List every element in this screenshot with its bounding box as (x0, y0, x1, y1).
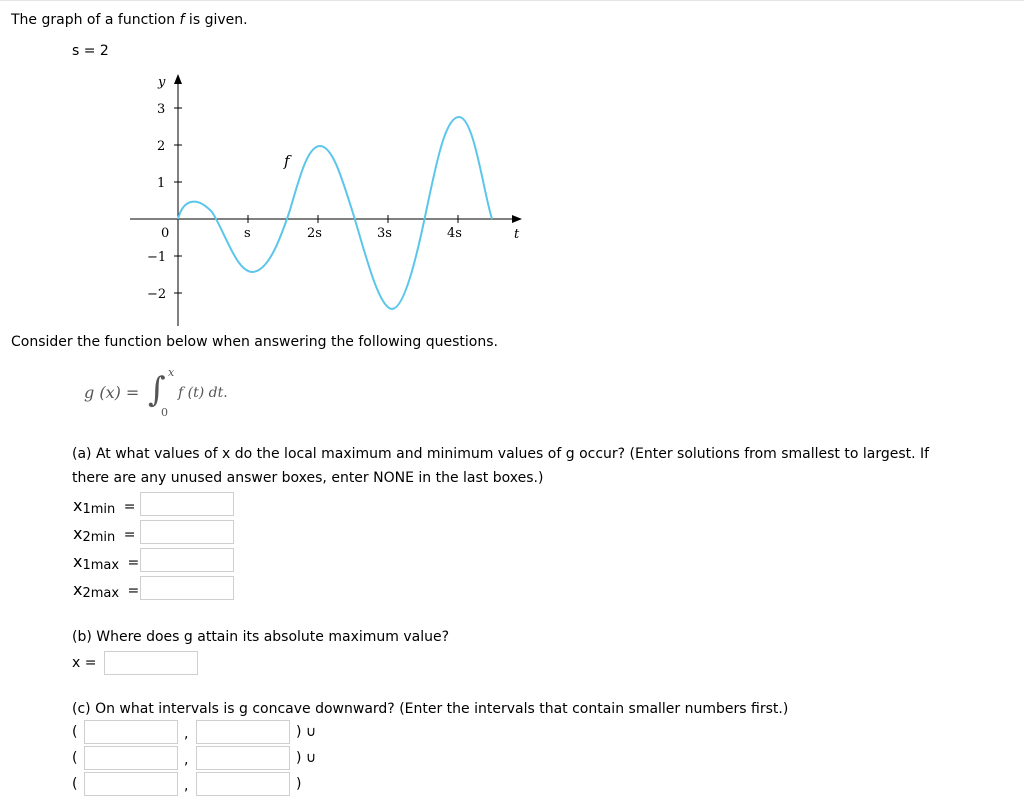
x1max-input[interactable] (140, 548, 234, 572)
function-graph (120, 68, 540, 330)
x2min-label: $x_{2min}$ = (73, 524, 136, 545)
abs-max-input[interactable] (104, 651, 198, 675)
y-tick-label-2: 2 (157, 139, 166, 154)
y-tick-label-1: 1 (157, 176, 166, 191)
part-c-question: (c) On what intervals is g concave downward? (Enter the intervals that contain smaller numbers first.) (72, 701, 789, 717)
x-tick-label-2s: 2s (307, 226, 322, 241)
part-b-question: (b) Where does g attain its absolute maximum value? (72, 629, 450, 645)
part-b-label: x = (72, 655, 97, 671)
integral-upper-limit: x (168, 366, 175, 379)
interval1-end-input[interactable] (196, 720, 290, 744)
x1min-input[interactable] (140, 492, 234, 516)
x2max-label: $x_{2max}$ = (73, 580, 140, 601)
x2max-input[interactable] (140, 576, 234, 600)
interval1-open-paren: ( (72, 724, 78, 740)
y-tick-label-0: 0 (161, 226, 170, 241)
y-axis-label: y (158, 75, 166, 90)
x-tick-label-4s: 4s (447, 226, 462, 241)
interval3-open-paren: ( (72, 776, 78, 792)
interval3-comma: , (184, 778, 189, 794)
formula-lhs: g (x) = (84, 383, 140, 402)
interval1-start-input[interactable] (84, 720, 178, 744)
interval3-start-input[interactable] (84, 772, 178, 796)
x-axis-arrow (512, 215, 522, 223)
y-tick-label-neg2: −2 (147, 287, 167, 302)
top-border (0, 0, 1024, 1)
x1min-label: $x_{1min}$ = (73, 496, 136, 517)
interval2-close-union: ) ∪ (296, 750, 317, 766)
interval2-end-input[interactable] (196, 746, 290, 770)
x-axis-label: t (514, 227, 520, 242)
s-value: s = 2 (72, 43, 109, 59)
x1max-label: $x_{1max}$ = (73, 552, 140, 573)
interval2-start-input[interactable] (84, 746, 178, 770)
x-tick-label-3s: 3s (377, 226, 392, 241)
interval3-close-paren: ) (296, 776, 302, 792)
interval1-comma: , (184, 726, 189, 742)
curve-label: f (284, 152, 290, 170)
interval3-end-input[interactable] (196, 772, 290, 796)
interval2-open-paren: ( (72, 750, 78, 766)
intro-function-name: f (179, 12, 185, 28)
formula-integrand: f (t) dt. (178, 385, 228, 401)
part-a-line2: there are any unused answer boxes, enter NONE in the last boxes.) (72, 470, 544, 486)
consider-text: Consider the function below when answering the following questions. (11, 334, 498, 350)
intro-text: The graph of a function f is given. (11, 12, 248, 28)
integral-formula (84, 368, 264, 428)
function-curve (178, 117, 492, 309)
x-tick-label-s: s (244, 226, 251, 241)
y-axis-arrow (174, 74, 182, 84)
x2min-input[interactable] (140, 520, 234, 544)
integral-sign: ∫ (148, 370, 166, 410)
part-a-line1: (a) At what values of x do the local maximum and minimum values of g occur? (Enter solutions from smallest to largest. If (72, 446, 930, 462)
interval1-close-union: ) ∪ (296, 724, 317, 740)
y-tick-label-3: 3 (157, 102, 166, 117)
y-tick-label-neg1: −1 (147, 250, 167, 265)
integral-lower-limit: 0 (161, 406, 168, 419)
interval2-comma: , (184, 752, 189, 768)
